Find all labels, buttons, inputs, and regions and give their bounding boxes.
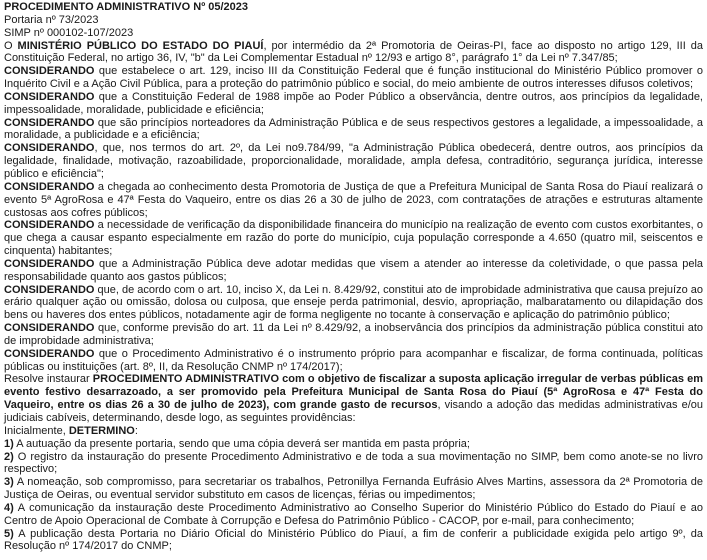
considerando-keyword: CONSIDERANDO bbox=[4, 142, 95, 155]
considerando-paragraph: CONSIDERANDO que estabelece o art. 129, inciso III da Constituição Federal que é função institucional do Ministério Público promover o Inquérito Civil e a Ação Civil Pública, para a proteção do patrimônio público e social, do meio ambiente de outros interesses difusos coletivos; bbox=[4, 65, 703, 91]
considerando-paragraph: CONSIDERANDO que são princípios norteadores da Administração Pública e de seus respectivos gestores a legalidade, a impessoalidade, a moralidade, a publicidade e a eficiência; bbox=[4, 116, 703, 142]
organization-name: MINISTÉRIO PÚBLICO DO ESTADO DO PIAUÍ bbox=[17, 39, 264, 52]
item-number: 3) bbox=[4, 476, 14, 489]
portaria-number: Portaria nº 73/2023 bbox=[4, 13, 99, 26]
list-item: 4) A comunicação da instauração deste Procedimento Administrativo ao Conselho Superior do Ministério Público do Estado do Piauí e ao Centro de Apoio Operacional de Combate à Corrupção e Defesa do Patrimônio Público - CACOP, por e-mail, para conhecimento; bbox=[4, 501, 703, 527]
determino-keyword: DETERMINO bbox=[68, 424, 135, 437]
considerando-keyword: CONSIDERANDO bbox=[4, 257, 95, 270]
list-item: 1) A autuação da presente portaria, sendo que uma cópia deverá ser mantida em pasta própria; bbox=[4, 437, 470, 450]
determino-line: Inicialmente, DETERMINO: bbox=[4, 424, 138, 437]
considerando-paragraph: CONSIDERANDO que o Procedimento Administrativo é o instrumento próprio para acompanhar e fiscalizar, de forma continuada, políticas públicas ou instituições (art. 8º, II, da Resolução CNMP nº 174/2017); bbox=[4, 347, 703, 373]
considerando-keyword: CONSIDERANDO bbox=[4, 180, 95, 193]
item-number: 1) bbox=[4, 437, 14, 450]
considerando-paragraph: CONSIDERANDO que a Administração Pública deve adotar medidas que visem a atender ao interesse da coletividade, o que passa pela responsabilidade quanto aos gastos públicos; bbox=[4, 257, 703, 283]
list-item: 2) O registro da instauração do presente Procedimento Administrativo e de toda a sua movimentação no SIMP, bem como anote-se no livro respectivo; bbox=[4, 450, 703, 476]
opening-paragraph: O MINISTÉRIO PÚBLICO DO ESTADO DO PIAUÍ, por intermédio da 2ª Promotoria de Oeiras-PI, face ao disposto no artigo 129, III da Constituição Federal, no artigo 36, IV, "b" da Lei Complementar Estadual nº 12/93 e artigo 8°, parágrafo 1° da Lei nº 7.347/85; bbox=[4, 39, 703, 65]
considerando-keyword: CONSIDERANDO bbox=[4, 90, 95, 103]
simp-number: SIMP nº 000102-107/2023 bbox=[4, 26, 134, 39]
resolve-paragraph: Resolve instaurar PROCEDIMENTO ADMINISTRATIVO com o objetivo de fiscalizar a suposta aplicação irregular de verbas públicas em evento festivo desarrazoado, a ser promovido pela Prefeitura Municipal de Santa Rosa do Piauí (5ª AgroRosa e 47ª Festa do Vaqueiro, entre os dias 26 a 30 de julho de 2023), com grande gasto de recursos, visando a adoção das medidas administrativas e/ou judiciais cabíveis, determinando, desde logo, as seguintes providências: bbox=[4, 373, 704, 424]
document-title: PROCEDIMENTO ADMINISTRATIVO Nº 05/2023 bbox=[4, 1, 249, 13]
considerando-paragraph: CONSIDERANDO a chegada ao conhecimento desta Promotoria de Justiça de que a Prefeitura Municipal de Santa Rosa do Piauí realizará o evento 5ª AgroRosa e 47ª Festa do Vaqueiro, entre os dias 26 a 30 de julho de 2023, com contratações de atrações e estruturas altamente custosas aos cofres públicos; bbox=[4, 180, 703, 219]
considerando-keyword: CONSIDERANDO bbox=[4, 219, 95, 232]
considerando-paragraph: CONSIDERANDO que, conforme previsão do art. 11 da Lei nº 8.429/92, a inobservância dos princípios da administração pública constitui ato de improbidade administrativa; bbox=[4, 322, 703, 347]
considerando-paragraph: CONSIDERANDO que a Constituição Federal de 1988 impõe ao Poder Público a observância, dentre outros, aos princípios da legalidade, impessoalidade, moralidade, publicidade e eficiência; bbox=[4, 90, 703, 116]
resolve-object: PROCEDIMENTO ADMINISTRATIVO com o objetivo de fiscalizar a suposta aplicação irregular de verbas públicas em evento festivo desarrazoado, a ser promovido pela Prefeitura Municipal de Santa Rosa do Piauí (5ª AgroRosa e 47ª Festa do Vaqueiro, entre os dias 26 a 30 de julho de 2023), com grande gasto de recursos bbox=[4, 373, 703, 412]
considerando-keyword: CONSIDERANDO bbox=[4, 283, 95, 296]
considerando-keyword: CONSIDERANDO bbox=[4, 322, 95, 335]
considerando-keyword: CONSIDERANDO bbox=[4, 116, 95, 129]
considerando-keyword: CONSIDERANDO bbox=[4, 65, 95, 78]
item-number: 2) bbox=[4, 450, 14, 463]
considerando-paragraph: CONSIDERANDO a necessidade de verificação da disponibilidade financeira do município na realização de evento com custos exorbitantes, o que chega a causar espanto especialmente em razão do porte do município, cuja população corresponde a 4.650 (quatro mil, seiscentos e cinquenta) habitantes; bbox=[4, 219, 703, 258]
item-number: 4) bbox=[4, 501, 14, 514]
considerando-keyword: CONSIDERANDO bbox=[4, 347, 95, 360]
item-number: 5) bbox=[4, 527, 14, 540]
list-item: 3) A nomeação, sob compromisso, para secretariar os trabalhos, Petronillya Fernanda Eufrásio Alves Martins, assessora da 2ª Promotoria de Justiça de Oeiras, ou eventual servidor substituto em casos de licenças, férias ou impedimentos; bbox=[4, 476, 703, 502]
considerando-paragraph: CONSIDERANDO, que, nos termos do art. 2º, da Lei no9.784/99, "a Administração Pública obedecerá, dentre outros, aos princípios da legalidade, finalidade, motivação, razoabilidade, proporcionalidade, moralidade, ampla defesa, contraditório, segurança jurídica, interesse público e eficiência"; bbox=[4, 142, 703, 180]
considerando-paragraph: CONSIDERANDO que, de acordo com o art. 10, inciso X, da Lei n. 8.429/92, constitui ato de improbidade administrativa que causa prejuízo ao erário qualquer ação ou omissão, dolosa ou culposa, que enseje perda patrimonial, desvio, apropriação, malbaratamento ou dilapidação dos bens ou haveres dos entes públicos, notadamente agir de forma negligente no tocante à conservação e aplicação do patrimônio público; bbox=[4, 283, 703, 322]
list-item: 5) A publicação desta Portaria no Diário Oficial do Ministério Público do Piauí, a fim de conferir a publicidade exigida pelo artigo 9º, da Resolução nº 174/2017 do CNMP; bbox=[4, 527, 703, 553]
